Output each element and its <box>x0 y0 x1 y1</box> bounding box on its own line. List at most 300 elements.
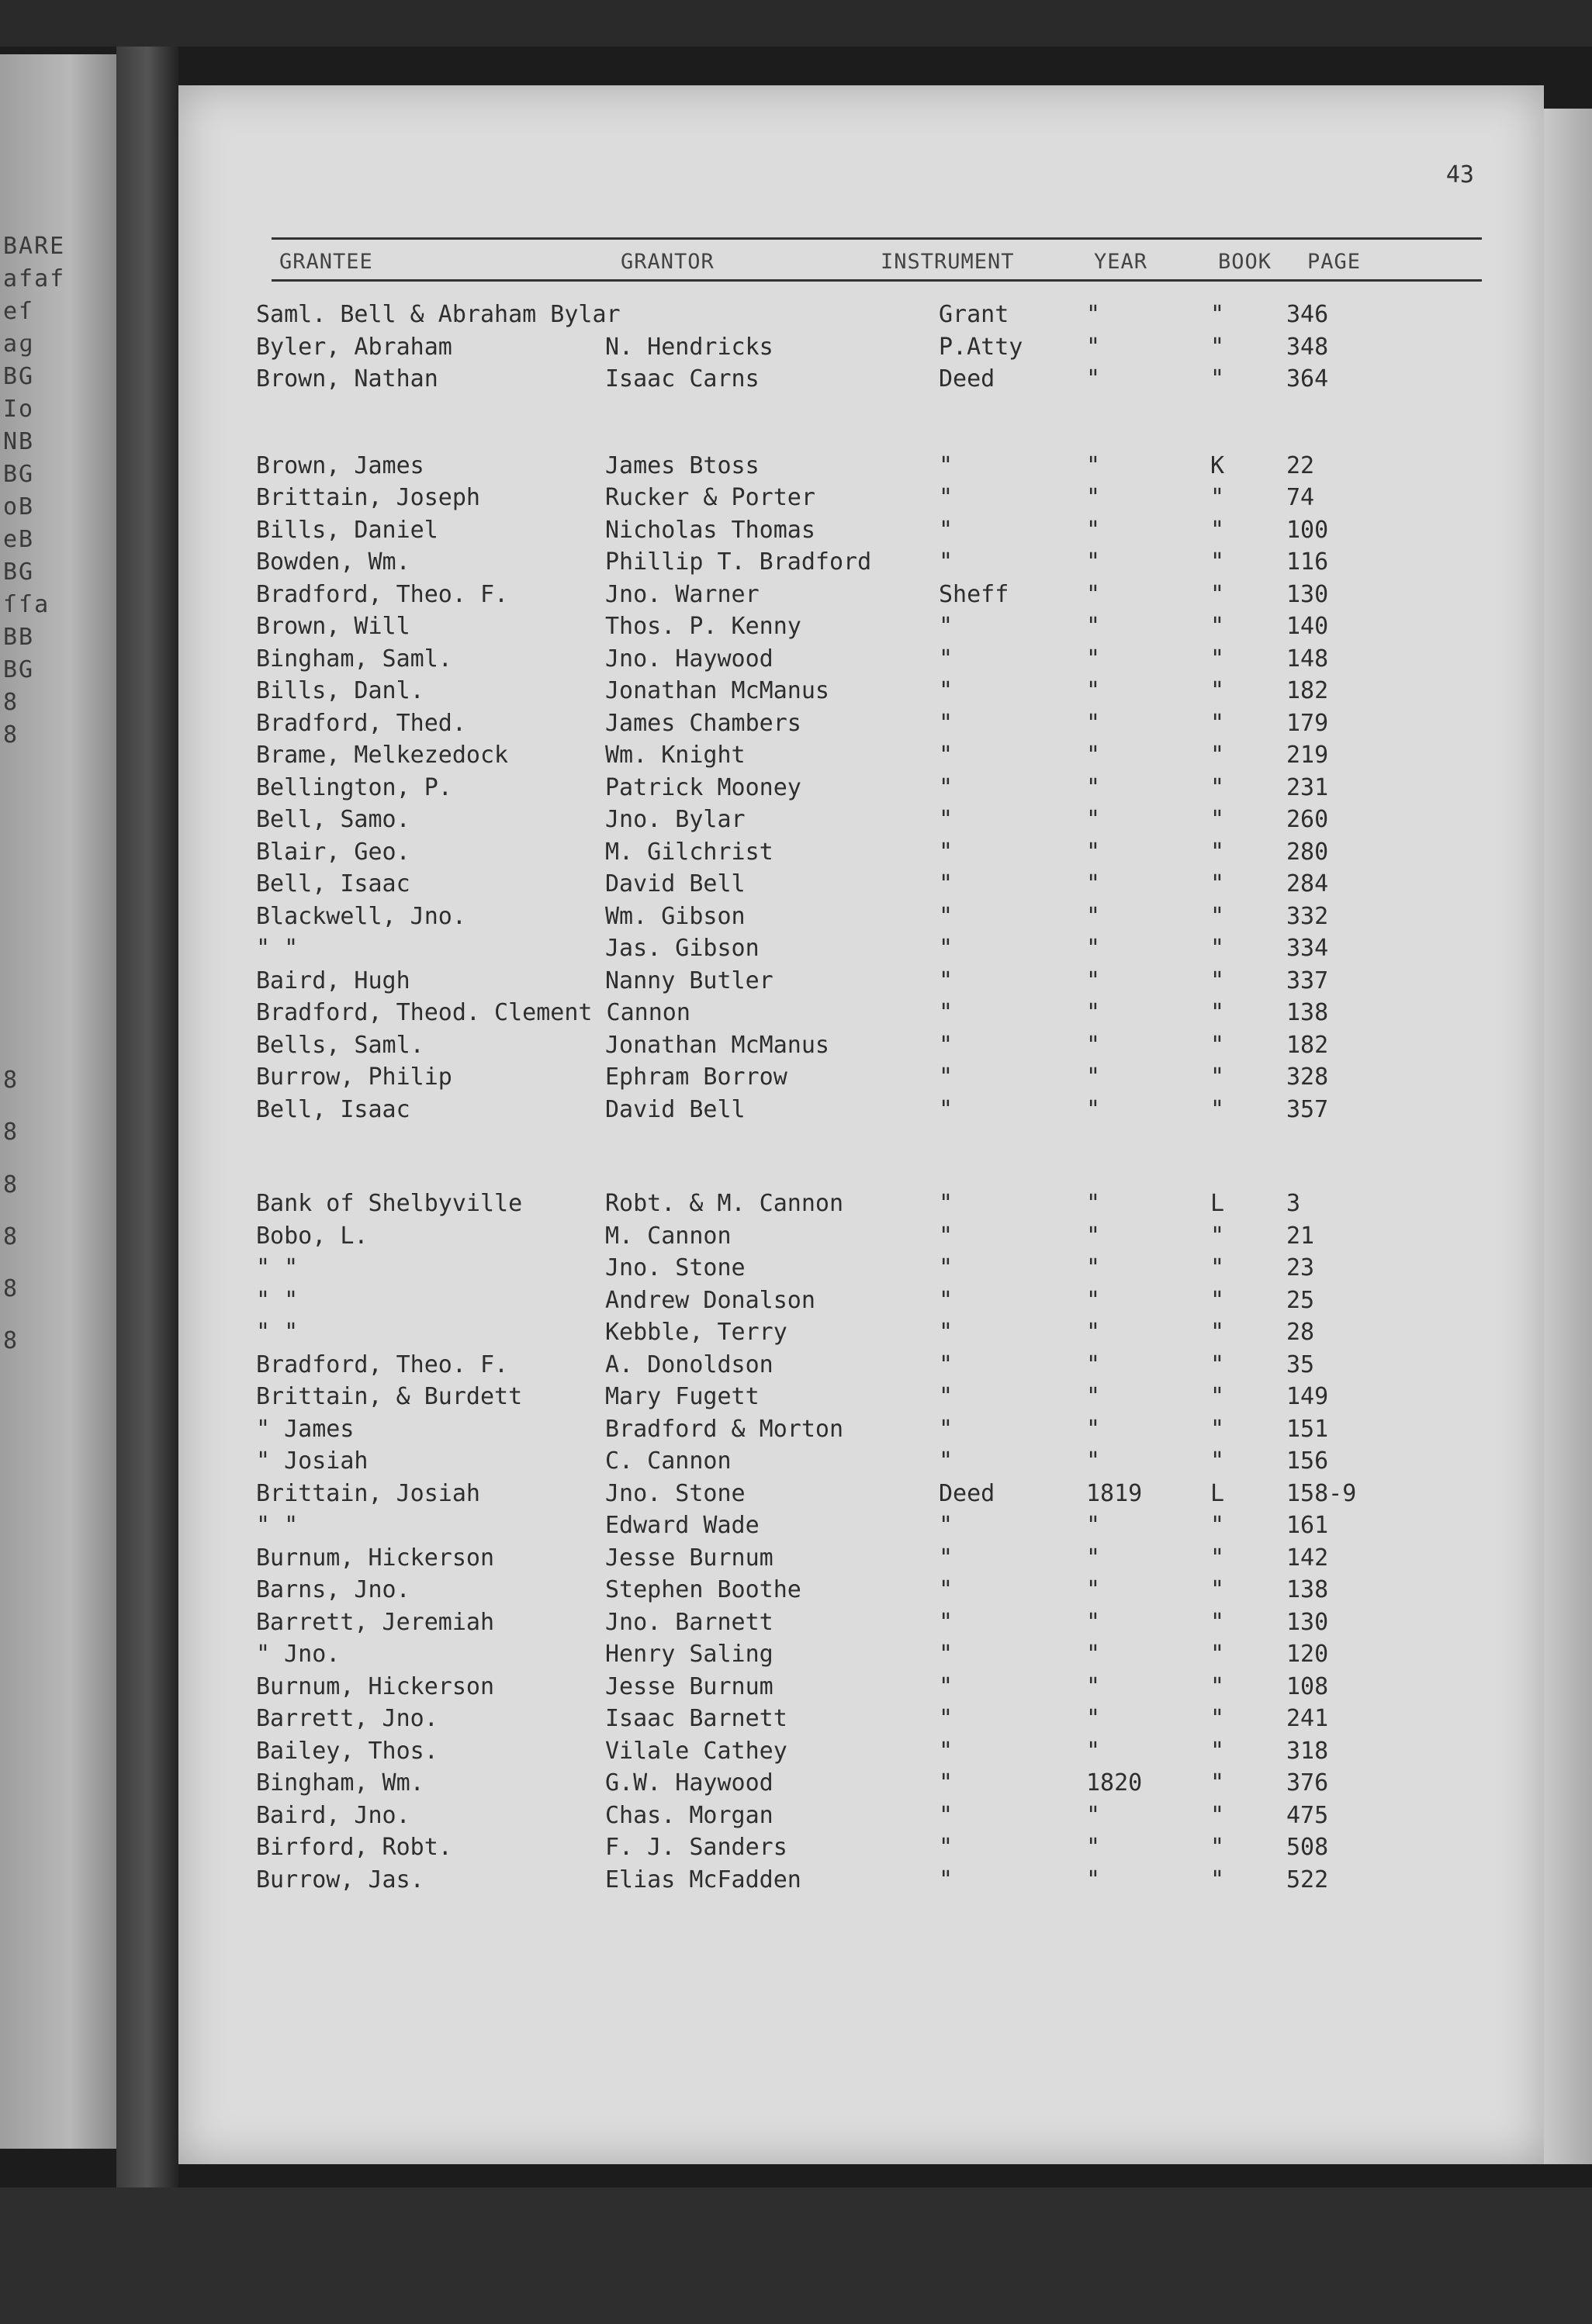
cell-page: 522 <box>1286 1866 1329 1893</box>
cell-instrument: " <box>939 1190 953 1217</box>
cell-grantor: F. J. Sanders <box>605 1834 787 1861</box>
cell-year: " <box>1086 1223 1101 1250</box>
cell-instrument: " <box>939 1254 953 1281</box>
cell-grantor: Jno. Stone <box>605 1480 746 1507</box>
table-row <box>178 997 1544 1029</box>
cell-grantee: Brame, Melkezedock <box>256 742 509 769</box>
cell-book: " <box>1210 548 1225 576</box>
table-row <box>178 643 1544 676</box>
adjacent-page-text-fragment: Io <box>3 396 35 423</box>
cell-page: 182 <box>1286 677 1329 704</box>
adjacent-page-text-fragment: 8 <box>3 689 19 716</box>
table-row <box>178 546 1544 579</box>
cell-year: " <box>1086 484 1101 511</box>
cell-year: " <box>1086 1609 1101 1636</box>
cell-instrument: " <box>939 613 953 640</box>
cell-year: " <box>1086 806 1101 833</box>
cell-grantee: Blair, Geo. <box>256 839 410 866</box>
cell-page: 334 <box>1286 935 1329 962</box>
cell-book: " <box>1210 1512 1225 1539</box>
cell-year: " <box>1086 1705 1101 1732</box>
cell-grantor: Elias McFadden <box>605 1866 801 1893</box>
table-row <box>178 1094 1544 1126</box>
adjacent-page-edge <box>0 54 116 2149</box>
cell-book: " <box>1210 1287 1225 1314</box>
cell-year: " <box>1086 1802 1101 1829</box>
cell-grantor: C. Cannon <box>605 1447 732 1475</box>
cell-grantor: Jas. Gibson <box>605 935 760 962</box>
cell-page: 108 <box>1286 1673 1329 1700</box>
table-row <box>178 675 1544 707</box>
cell-grantee: Bank of Shelbyville <box>256 1190 523 1217</box>
cell-instrument: " <box>939 1738 953 1765</box>
cell-book: " <box>1210 870 1225 897</box>
cell-page: 364 <box>1286 365 1329 393</box>
cell-page: 35 <box>1286 1351 1315 1378</box>
cell-instrument: " <box>939 1705 953 1732</box>
table-row <box>178 1574 1544 1606</box>
cell-grantor: Chas. Morgan <box>605 1802 774 1829</box>
cell-instrument: " <box>939 1416 953 1443</box>
cell-instrument: " <box>939 1544 953 1572</box>
cell-year: " <box>1086 452 1101 479</box>
cell-instrument: Sheff <box>939 581 1009 608</box>
cell-year: " <box>1086 1447 1101 1475</box>
cell-instrument: P.Atty <box>939 334 1023 361</box>
cell-year: " <box>1086 1544 1101 1572</box>
table-row <box>178 965 1544 998</box>
cell-book: " <box>1210 1096 1225 1123</box>
cell-grantee: " " <box>256 1287 299 1314</box>
cell-grantee: Bells, Saml. <box>256 1032 424 1059</box>
cell-book: " <box>1210 1223 1225 1250</box>
table-row <box>178 1349 1544 1382</box>
cell-year: " <box>1086 1096 1101 1123</box>
cell-instrument: " <box>939 1319 953 1346</box>
cell-instrument: " <box>939 903 953 930</box>
adjacent-page-text-fragment: BG <box>3 559 35 586</box>
cell-book: " <box>1210 1544 1225 1572</box>
table-row <box>178 331 1544 364</box>
cell-grantee: Burnum, Hickerson <box>256 1673 495 1700</box>
cell-page: 158-9 <box>1286 1480 1357 1507</box>
cell-book: " <box>1210 1802 1225 1829</box>
cell-book: " <box>1210 613 1225 640</box>
cell-page: 151 <box>1286 1416 1329 1443</box>
cell-book: " <box>1210 1319 1225 1346</box>
cell-page: 23 <box>1286 1254 1315 1281</box>
cell-grantor: Jno. Barnett <box>605 1609 774 1636</box>
cell-year: " <box>1086 1834 1101 1861</box>
cell-page: 120 <box>1286 1641 1329 1668</box>
cell-year: " <box>1086 1416 1101 1443</box>
page-right-edge <box>1544 109 1592 2164</box>
cell-grantor: Jno. Bylar <box>605 806 746 833</box>
adjacent-page-text-fragment: 8 <box>3 1067 19 1095</box>
table-row <box>178 1316 1544 1349</box>
cell-grantee: Bell, Samo. <box>256 806 410 833</box>
cell-grantee: " James <box>256 1416 355 1443</box>
cell-year: " <box>1086 774 1101 801</box>
cell-book: " <box>1210 1032 1225 1059</box>
cell-grantee: Brown, Will <box>256 613 410 640</box>
cell-grantee: Bellington, P. <box>256 774 452 801</box>
cell-grantor: Ephram Borrow <box>605 1063 787 1091</box>
adjacent-page-text-fragment: afaf <box>3 265 66 292</box>
cell-instrument: " <box>939 548 953 576</box>
cell-grantee: Barrett, Jeremiah <box>256 1609 495 1636</box>
cell-page: 3 <box>1286 1190 1301 1217</box>
cell-instrument: " <box>939 1802 953 1829</box>
cell-grantee: Baird, Hugh <box>256 967 410 994</box>
cell-page: 508 <box>1286 1834 1329 1861</box>
cell-instrument: " <box>939 1032 953 1059</box>
cell-year: " <box>1086 710 1101 737</box>
cell-book: " <box>1210 999 1225 1026</box>
header-top-rule <box>272 237 1482 240</box>
cell-instrument: " <box>939 1351 953 1378</box>
adjacent-page-text-fragment: 8 <box>3 1223 19 1250</box>
table-row <box>178 579 1544 611</box>
cell-book: " <box>1210 806 1225 833</box>
cell-page: 138 <box>1286 1576 1329 1603</box>
book-gutter <box>116 47 178 2187</box>
cell-year: " <box>1086 301 1101 328</box>
cell-grantor: N. Hendricks <box>605 334 774 361</box>
cell-grantor: Nicholas Thomas <box>605 517 815 544</box>
cell-book: " <box>1210 1383 1225 1410</box>
cell-book: " <box>1210 645 1225 673</box>
adjacent-page-text-fragment: ſſa <box>3 591 50 618</box>
cell-grantee: Burrow, Jas. <box>256 1866 424 1893</box>
table-row <box>178 299 1544 331</box>
cell-grantor: Isaac Carns <box>605 365 760 393</box>
cell-instrument: " <box>939 1866 953 1893</box>
cell-instrument: " <box>939 1512 953 1539</box>
cell-grantor: Jesse Burnum <box>605 1673 774 1700</box>
cell-grantee: Saml. Bell & Abraham Bylar <box>256 301 621 328</box>
cell-year: " <box>1086 1254 1101 1281</box>
cell-grantee: Brittain, Joseph <box>256 484 480 511</box>
cell-grantor: Jonathan McManus <box>605 677 829 704</box>
cell-year: " <box>1086 548 1101 576</box>
cell-instrument: " <box>939 452 953 479</box>
cell-instrument: " <box>939 935 953 962</box>
table-row <box>178 804 1544 836</box>
cell-year: " <box>1086 1576 1101 1603</box>
cell-grantor: David Bell <box>605 870 746 897</box>
cell-book: " <box>1210 774 1225 801</box>
cell-grantor: Jno. Haywood <box>605 645 774 673</box>
cell-page: 148 <box>1286 645 1329 673</box>
document-page <box>178 85 1544 2164</box>
cell-grantee: Bills, Daniel <box>256 517 438 544</box>
cell-grantor: Thos. P. Kenny <box>605 613 801 640</box>
cell-grantee: Barrett, Jno. <box>256 1705 438 1732</box>
table-row <box>178 1735 1544 1768</box>
column-header-instrument: INSTRUMENT <box>881 250 1015 274</box>
cell-page: 130 <box>1286 581 1329 608</box>
adjacent-page-text-fragment: eB <box>3 526 35 553</box>
cell-grantee: " Jno. <box>256 1641 341 1668</box>
adjacent-page-text-fragment: 8 <box>3 1275 19 1302</box>
cell-book: " <box>1210 1063 1225 1091</box>
cell-instrument: Grant <box>939 301 1009 328</box>
cell-grantor: G.W. Haywood <box>605 1769 774 1797</box>
cell-book: " <box>1210 839 1225 866</box>
cell-grantor: Isaac Barnett <box>605 1705 787 1732</box>
cell-page: 475 <box>1286 1802 1329 1829</box>
cell-instrument: " <box>939 1834 953 1861</box>
adjacent-page-text-fragment: aɡ <box>3 330 35 358</box>
cell-instrument: " <box>939 1383 953 1410</box>
table-row <box>178 1188 1544 1220</box>
table-row <box>178 1413 1544 1446</box>
cell-book: " <box>1210 1705 1225 1732</box>
table-row <box>178 1606 1544 1639</box>
cell-page: 241 <box>1286 1705 1329 1732</box>
cell-instrument: " <box>939 484 953 511</box>
cell-grantor: Vilale Cathey <box>605 1738 787 1765</box>
table-row <box>178 1767 1544 1800</box>
cell-grantee: Bradford, Theo. F. <box>256 1351 509 1378</box>
cell-grantee: Burnum, Hickerson <box>256 1544 495 1572</box>
cell-page: 337 <box>1286 967 1329 994</box>
cell-instrument: " <box>939 710 953 737</box>
cell-grantee: Bowden, Wm. <box>256 548 410 576</box>
cell-instrument: " <box>939 517 953 544</box>
cell-grantor: Henry Saling <box>605 1641 774 1668</box>
table-row <box>178 1638 1544 1671</box>
table-row <box>178 363 1544 396</box>
cell-year: " <box>1086 581 1101 608</box>
cell-book: " <box>1210 365 1225 393</box>
cell-grantor: Robt. & M. Cannon <box>605 1190 844 1217</box>
cell-instrument: " <box>939 742 953 769</box>
cell-grantor: Phillip T. Bradford <box>605 548 872 576</box>
cell-book: " <box>1210 710 1225 737</box>
cell-grantee: Bailey, Thos. <box>256 1738 438 1765</box>
cell-grantee: Bills, Danl. <box>256 677 424 704</box>
cell-page: 328 <box>1286 1063 1329 1091</box>
cell-grantee: Birford, Robt. <box>256 1834 452 1861</box>
table-row <box>178 610 1544 643</box>
cell-book: " <box>1210 1641 1225 1668</box>
table-row <box>178 1381 1544 1413</box>
cell-instrument: " <box>939 870 953 897</box>
cell-grantor: James Btoss <box>605 452 760 479</box>
cell-grantee: " " <box>256 935 299 962</box>
adjacent-page-text-fragment: BG <box>3 461 35 488</box>
adjacent-page-text-fragment: BG <box>3 656 35 683</box>
cell-book: " <box>1210 1254 1225 1281</box>
table-row <box>178 1703 1544 1735</box>
cell-page: 156 <box>1286 1447 1329 1475</box>
cell-instrument: Deed <box>939 365 995 393</box>
cell-grantor: Nanny Butler <box>605 967 774 994</box>
cell-instrument: " <box>939 1223 953 1250</box>
cell-page: 138 <box>1286 999 1329 1026</box>
cell-page: 231 <box>1286 774 1329 801</box>
cell-grantee: Bradford, Theo. F. <box>256 581 509 608</box>
cell-grantor: Jesse Burnum <box>605 1544 774 1572</box>
cell-grantee: Bingham, Wm. <box>256 1769 424 1797</box>
cell-grantee: Brown, James <box>256 452 424 479</box>
cell-book: " <box>1210 1416 1225 1443</box>
cell-year: " <box>1086 365 1101 393</box>
adjacent-page-text-fragment: BG <box>3 363 35 390</box>
cell-grantee: Bobo, L. <box>256 1223 369 1250</box>
cell-year: " <box>1086 677 1101 704</box>
adjacent-page-text-fragment: eſ <box>3 298 35 325</box>
cell-book: " <box>1210 967 1225 994</box>
cell-grantee: Bell, Isaac <box>256 870 410 897</box>
cell-grantee: Brittain, Josiah <box>256 1480 480 1507</box>
adjacent-page-text-fragment: BB <box>3 624 35 651</box>
cell-year: " <box>1086 1032 1101 1059</box>
cell-book: " <box>1210 484 1225 511</box>
cell-page: 182 <box>1286 1032 1329 1059</box>
cell-grantee: " " <box>256 1319 299 1346</box>
page-number: 43 <box>1445 161 1474 188</box>
cell-page: 348 <box>1286 334 1329 361</box>
table-row <box>178 868 1544 901</box>
cell-instrument: " <box>939 999 953 1026</box>
cell-page: 25 <box>1286 1287 1315 1314</box>
cell-year: " <box>1086 839 1101 866</box>
cell-grantee: Byler, Abraham <box>256 334 452 361</box>
adjacent-page-text-fragment: 8 <box>3 721 19 749</box>
cell-instrument: " <box>939 1063 953 1091</box>
table-row <box>178 1445 1544 1478</box>
cell-year: " <box>1086 1319 1101 1346</box>
cell-grantee: Brown, Nathan <box>256 365 438 393</box>
table-row <box>178 836 1544 869</box>
table-row <box>178 1252 1544 1285</box>
cell-book: L <box>1210 1480 1225 1507</box>
cell-year: " <box>1086 1738 1101 1765</box>
adjacent-page-text-fragment: BARE <box>3 233 66 260</box>
cell-instrument: " <box>939 839 953 866</box>
adjacent-page-text-fragment: 8 <box>3 1327 19 1355</box>
adjacent-page-text-fragment: 8 <box>3 1119 19 1146</box>
cell-grantor: Rucker & Porter <box>605 484 815 511</box>
adjacent-page-text-fragment: oB <box>3 493 35 520</box>
table-row <box>178 1831 1544 1864</box>
cell-year: " <box>1086 334 1101 361</box>
cell-year: " <box>1086 1063 1101 1091</box>
cell-book: " <box>1210 935 1225 962</box>
cell-year: " <box>1086 999 1101 1026</box>
cell-book: " <box>1210 742 1225 769</box>
cell-year: " <box>1086 1383 1101 1410</box>
cell-year: " <box>1086 742 1101 769</box>
cell-page: 376 <box>1286 1769 1329 1797</box>
table-row <box>178 1864 1544 1897</box>
cell-page: 28 <box>1286 1319 1315 1346</box>
cell-grantee: Baird, Jno. <box>256 1802 410 1829</box>
cell-year: " <box>1086 1287 1101 1314</box>
cell-year: " <box>1086 1351 1101 1378</box>
cell-grantor: Stephen Boothe <box>605 1576 801 1603</box>
cell-instrument: " <box>939 806 953 833</box>
cell-page: 357 <box>1286 1096 1329 1123</box>
cell-year: " <box>1086 870 1101 897</box>
cell-grantee: Brittain, & Burdett <box>256 1383 523 1410</box>
cell-page: 280 <box>1286 839 1329 866</box>
cell-grantor: Kebble, Terry <box>605 1319 787 1346</box>
table-row <box>178 1285 1544 1317</box>
cell-grantor: Jonathan McManus <box>605 1032 829 1059</box>
cell-grantee: Barns, Jno. <box>256 1576 410 1603</box>
table-row <box>178 1220 1544 1253</box>
table-row <box>178 1671 1544 1703</box>
cell-grantor: Andrew Donalson <box>605 1287 815 1314</box>
cell-book: " <box>1210 1673 1225 1700</box>
cell-instrument: " <box>939 1096 953 1123</box>
cell-book: L <box>1210 1190 1225 1217</box>
cell-page: 140 <box>1286 613 1329 640</box>
cell-year: " <box>1086 1673 1101 1700</box>
table-row <box>178 707 1544 740</box>
cell-grantee: " " <box>256 1512 299 1539</box>
cell-year: 1819 <box>1086 1480 1143 1507</box>
table-row <box>178 1478 1544 1510</box>
cell-book: " <box>1210 1834 1225 1861</box>
cell-grantee: Blackwell, Jno. <box>256 903 466 930</box>
cell-book: " <box>1210 1351 1225 1378</box>
cell-grantee: Bell, Isaac <box>256 1096 410 1123</box>
cell-instrument: " <box>939 677 953 704</box>
cell-page: 74 <box>1286 484 1315 511</box>
cell-grantor: Bradford & Morton <box>605 1416 844 1443</box>
cell-year: " <box>1086 935 1101 962</box>
cell-book: " <box>1210 1866 1225 1893</box>
scan-top-border <box>0 0 1592 47</box>
cell-year: 1820 <box>1086 1769 1143 1797</box>
cell-book: " <box>1210 677 1225 704</box>
cell-grantor: M. Cannon <box>605 1223 732 1250</box>
cell-grantor: Jno. Warner <box>605 581 760 608</box>
cell-instrument: " <box>939 1673 953 1700</box>
cell-grantee: " Josiah <box>256 1447 369 1475</box>
cell-page: 22 <box>1286 452 1315 479</box>
column-header-grantee: GRANTEE <box>279 250 373 274</box>
cell-grantor: Jno. Stone <box>605 1254 746 1281</box>
cell-year: " <box>1086 1866 1101 1893</box>
column-header-grantor: GRANTOR <box>621 250 715 274</box>
table-row <box>178 1061 1544 1094</box>
cell-book: " <box>1210 517 1225 544</box>
cell-year: " <box>1086 613 1101 640</box>
column-header-page: PAGE <box>1307 250 1362 274</box>
adjacent-page-text-fragment: NB <box>3 428 35 455</box>
cell-book: " <box>1210 1447 1225 1475</box>
cell-page: 346 <box>1286 301 1329 328</box>
cell-instrument: " <box>939 1609 953 1636</box>
cell-year: " <box>1086 903 1101 930</box>
cell-grantor: James Chambers <box>605 710 801 737</box>
cell-instrument: " <box>939 645 953 673</box>
adjacent-page-text-fragment: 8 <box>3 1171 19 1198</box>
cell-book: " <box>1210 1576 1225 1603</box>
table-row <box>178 932 1544 965</box>
cell-book: " <box>1210 1609 1225 1636</box>
cell-page: 100 <box>1286 517 1329 544</box>
cell-page: 21 <box>1286 1223 1315 1250</box>
cell-book: " <box>1210 581 1225 608</box>
cell-year: " <box>1086 645 1101 673</box>
